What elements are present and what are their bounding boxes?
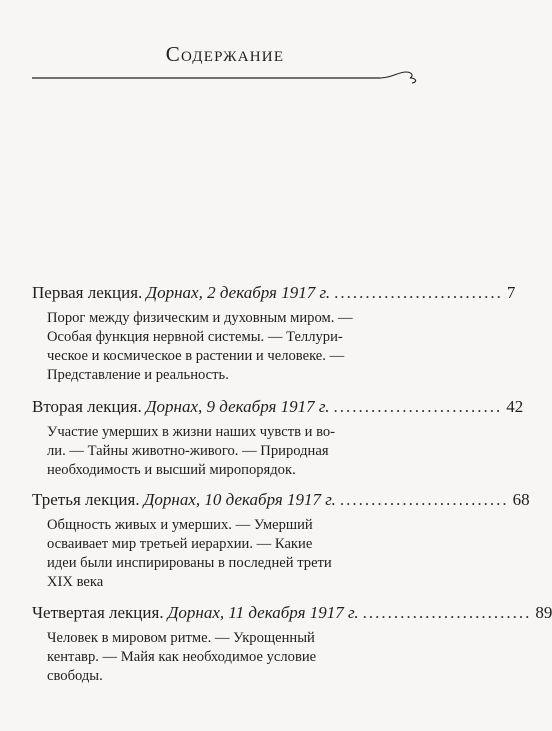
lecture-title: Первая лекция.: [32, 283, 143, 302]
summary-line: Общность живых и умерших. — Умерший: [47, 517, 313, 533]
summary-line: Человек в мировом ритме. — Укрощенный: [47, 630, 315, 646]
lecture-place-date: Дорнах, 10 декабря 1917 г.: [143, 490, 336, 509]
leader-dots: ...........................: [362, 603, 532, 622]
lecture-summary: [47, 309, 395, 385]
toc-entry-2[interactable]: [32, 397, 524, 480]
page-number: 42: [506, 397, 524, 416]
page-number: 89: [535, 603, 552, 622]
summary-line: ческое и космическое в растении и человеке. —: [47, 348, 345, 364]
summary-line: Участие умерших в жизни наших чувств и во-: [47, 424, 336, 440]
page-title: Содержание: [165, 42, 285, 66]
leader-dots: ...........................: [333, 397, 503, 416]
toc-entry-heading[interactable]: [32, 490, 530, 510]
toc-entry-heading[interactable]: [32, 397, 524, 417]
lecture-summary: [47, 629, 395, 686]
leader-dots: ...........................: [339, 490, 509, 509]
toc-entry-4[interactable]: [32, 603, 552, 686]
lecture-place-date: Дорнах, 9 декабря 1917 г.: [145, 397, 330, 416]
summary-line: Представление и реальность.: [47, 367, 229, 383]
page-number: 7: [506, 283, 516, 302]
leader-dots: ...........................: [334, 283, 503, 302]
summary-line: свободы.: [47, 668, 103, 684]
summary-line: Особая функция нервной системы. — Теллури-: [47, 329, 343, 345]
summary-line: Порог между физическим и духовным миром. —: [47, 310, 353, 326]
page-number: 68: [512, 490, 530, 509]
toc-entry-heading[interactable]: [32, 603, 552, 623]
summary-line: XIX века: [47, 574, 104, 590]
summary-line: идеи были инспирированы в последней трети: [47, 555, 332, 571]
summary-line: необходимость и высший миропорядок.: [47, 462, 296, 478]
lecture-summary: [47, 423, 395, 480]
toc-entry-heading[interactable]: [32, 283, 516, 303]
title-underline-flourish: [30, 68, 420, 88]
lecture-place-date: Дорнах, 11 декабря 1917 г.: [167, 603, 359, 622]
toc-entry-1[interactable]: [32, 283, 516, 385]
lecture-title: Третья лекция.: [32, 490, 140, 509]
toc-entry-3[interactable]: [32, 490, 530, 592]
lecture-title: Четвертая лекция.: [32, 603, 164, 622]
lecture-place-date: Дорнах, 2 декабря 1917 г.: [146, 283, 331, 302]
lecture-title: Вторая лекция.: [32, 397, 142, 416]
summary-line: ли. — Тайны животно-живого. — Природная: [47, 443, 329, 459]
lecture-summary: [47, 516, 395, 592]
summary-line: осваивает мир третьей иерархии. — Какие: [47, 536, 313, 552]
summary-line: кентавр. — Майя как необходимое условие: [47, 649, 317, 665]
